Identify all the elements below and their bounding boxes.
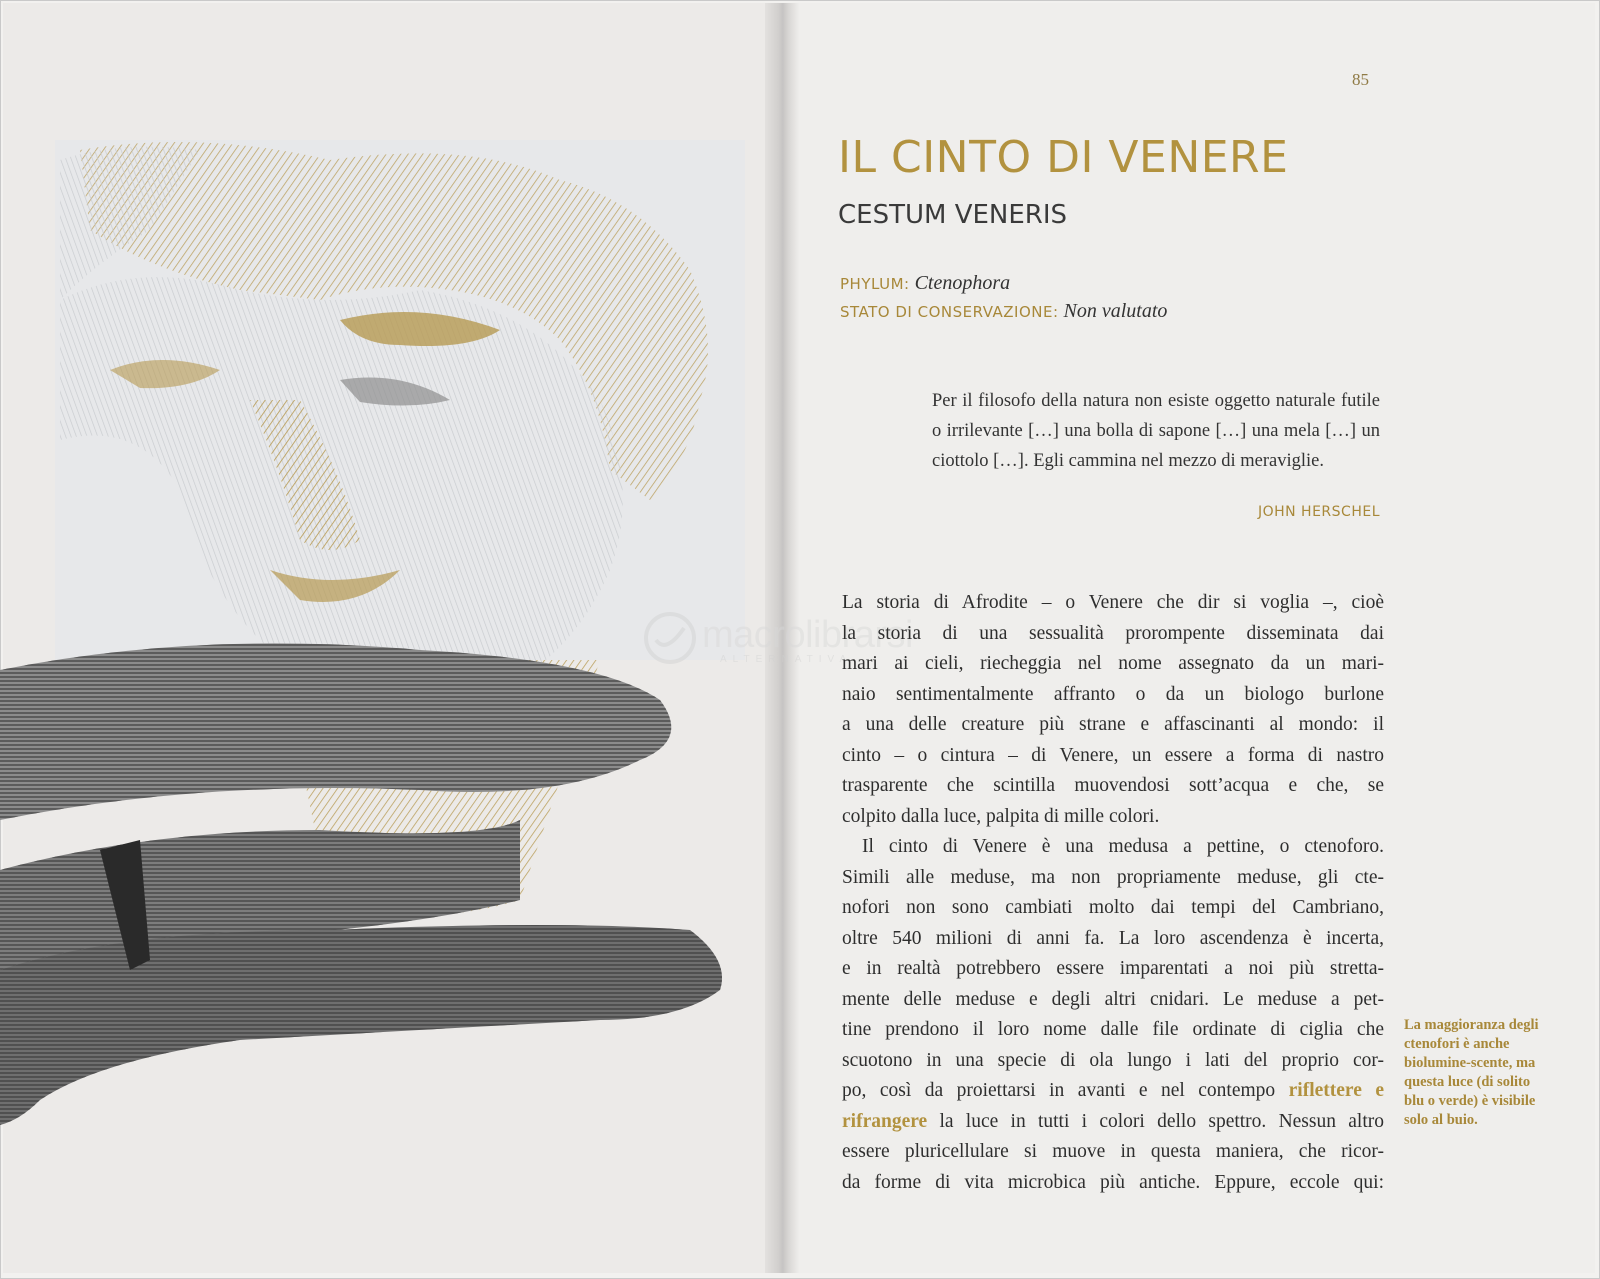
epigraph-quote: Per il filosofo della natura non esiste oggetto naturale futile o irrilevante […] una bolla di sapone […] una mela […] un ciottolo […]. Egli cammina nel mezzo di meraviglie. — [932, 391, 1380, 471]
watermark-brand: macrolibrarsi — [702, 614, 913, 656]
body-text — [842, 588, 1384, 1198]
body-line: mari ai cieli, riecheggia nel nome assegnato da un mari- — [842, 653, 1384, 674]
body-line: Il cinto di Venere è una medusa a pettine, o ctenoforo. — [862, 836, 1384, 857]
body-line: naio sentimentalmente affranto o da un biologo burlone — [842, 683, 1384, 705]
body-text-fragment: la luce in tutti i colori dello spettro. Nessun altro — [927, 1110, 1384, 1132]
margin-note: La maggioranza degli ctenofori è anche biolumine-scente, ma questa luce (di solito blu o verde) è visibile solo al buio. — [1404, 1017, 1539, 1128]
body-line: essere pluricellulare si muove in questa maniera, che ricor- — [842, 1141, 1384, 1162]
body-line: scuotono in una specie di ola lungo i lati del proprio cor- — [842, 1049, 1384, 1071]
page-number: 85 — [1352, 70, 1369, 89]
body-text-fragment: po, così da proiettarsi in avanti e nel contempo — [842, 1080, 1289, 1101]
body-line — [842, 1107, 1384, 1138]
phylum-value: Ctenophora — [914, 272, 1011, 294]
body-line: la storia di una sessualità prorompente disseminata dai — [842, 622, 1384, 644]
body-line: a una delle creature più strane e affascinanti al mondo: il — [842, 714, 1384, 735]
body-line: mente delle meduse e degli altri cnidari. Le meduse a pet- — [842, 988, 1384, 1010]
chapter-title: IL CINTO DI VENERE — [838, 132, 1289, 183]
body-line — [842, 1076, 1384, 1107]
status-line — [840, 300, 1167, 323]
body-line: Simili alle meduse, ma non propriamente meduse, gli cte- — [842, 866, 1384, 888]
paragraph-1 — [842, 588, 1384, 832]
watermark-logo-icon — [642, 610, 698, 666]
phylum-label: PHYLUM: — [840, 275, 910, 293]
body-line: e in realtà potrebbero essere imparentati a noi più stretta- — [842, 958, 1384, 979]
body-line: tine prendono il loro nome dalle file ordinate di ciglia che — [842, 1019, 1384, 1040]
body-line: La storia di Afrodite – o Venere che dir si voglia –, cioè — [842, 592, 1384, 613]
body-line: cinto – o cintura – di Venere, un essere a forma di nastro — [842, 744, 1384, 766]
epigraph-author: JOHN HERSCHEL — [1257, 504, 1380, 520]
status-label: STATO DI CONSERVAZIONE: — [840, 303, 1059, 321]
highlight-link: riflettere e — [1288, 1080, 1385, 1101]
body-line: oltre 540 milioni di anni fa. La loro ascendenza è incerta, — [842, 927, 1384, 949]
body-line: nofori non sono cambiati molto dai tempi del Cambriano, — [842, 897, 1384, 918]
chapter-subtitle: CESTUM VENERIS — [838, 200, 1068, 230]
paragraph-2 — [842, 832, 1384, 1198]
body-line: trasparente che scintilla muovendosi sott’acqua e che, se — [842, 775, 1384, 796]
phylum-line — [840, 272, 1010, 295]
watermark-tag: ALTERNATIVA — [720, 654, 853, 665]
status-value: Non valutato — [1063, 300, 1168, 322]
body-line: da forme di vita microbica più antiche. Eppure, eccole qui: — [842, 1171, 1384, 1193]
body-line: colpito dalla luce, palpita di mille colori. — [842, 805, 1160, 827]
highlight-link: rifrangere — [842, 1110, 928, 1132]
